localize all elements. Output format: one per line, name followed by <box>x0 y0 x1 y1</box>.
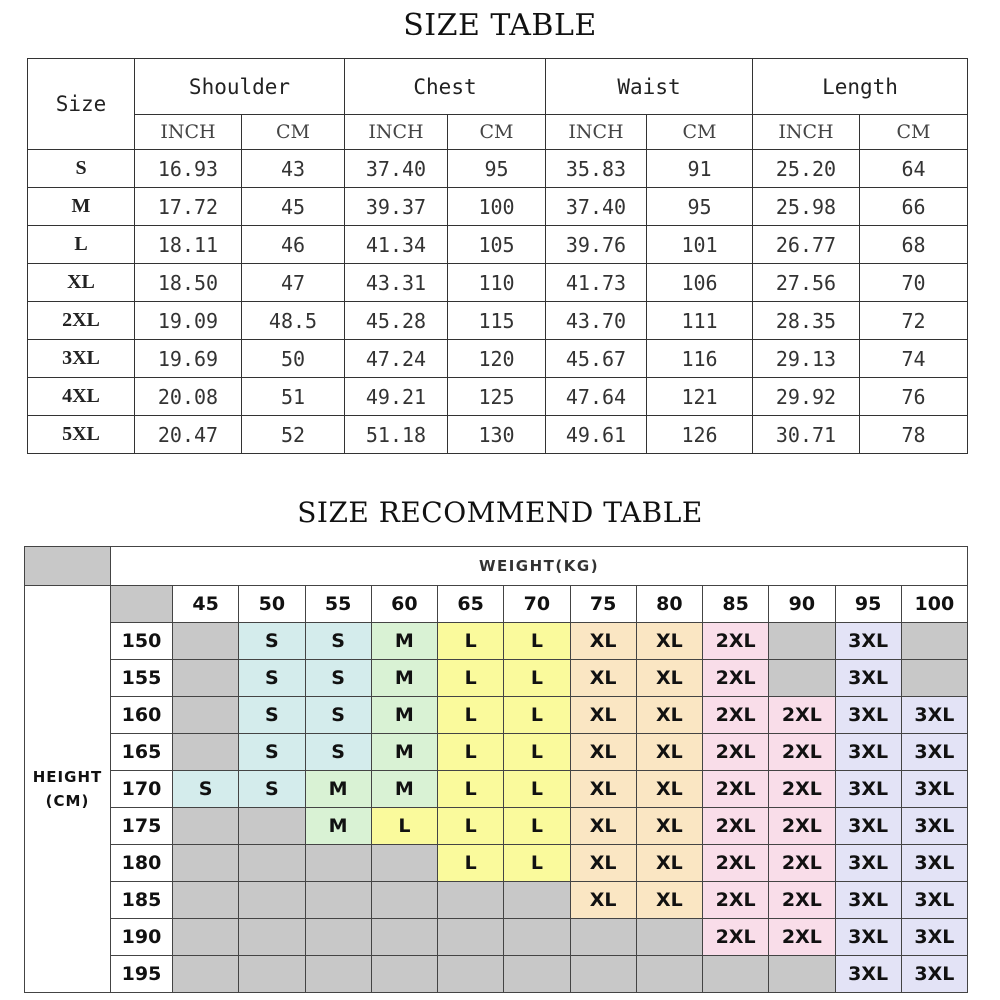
measurement-cell: 49.61 <box>546 416 647 454</box>
size-column-header: Size <box>28 59 135 150</box>
measurement-cell: 68 <box>860 226 968 264</box>
recommend-cell <box>636 956 702 993</box>
height-row <box>25 845 968 882</box>
recommend-cell: 2XL <box>703 734 769 771</box>
recommend-cell: XL <box>636 845 702 882</box>
unit-cm: CM <box>448 115 546 150</box>
weight-value: 65 <box>438 586 504 623</box>
size-row <box>28 226 968 264</box>
recommend-cell: M <box>371 771 437 808</box>
measurement-cell: 95 <box>647 188 753 226</box>
unit-cm: CM <box>647 115 753 150</box>
recommend-cell <box>438 956 504 993</box>
recommend-cell: XL <box>636 734 702 771</box>
corner-cell <box>25 547 111 586</box>
recommend-cell: 3XL <box>901 771 967 808</box>
recommend-cell <box>769 660 835 697</box>
recommend-cell: L <box>438 660 504 697</box>
recommend-cell <box>173 882 239 919</box>
recommend-cell: 2XL <box>769 808 835 845</box>
recommend-cell: 2XL <box>703 697 769 734</box>
recommend-cell: 3XL <box>901 919 967 956</box>
measurement-cell: 29.92 <box>753 378 860 416</box>
recommend-table-title: SIZE RECOMMEND TABLE <box>297 496 703 529</box>
recommend-cell: L <box>504 660 570 697</box>
measurement-cell: 101 <box>647 226 753 264</box>
recommend-cell <box>305 882 371 919</box>
measurement-cell: 17.72 <box>135 188 242 226</box>
recommend-cell <box>504 919 570 956</box>
recommend-cell: 3XL <box>901 845 967 882</box>
recommend-cell <box>371 882 437 919</box>
size-label: 3XL <box>28 340 135 378</box>
recommend-cell: S <box>305 623 371 660</box>
measurement-cell: 37.40 <box>546 188 647 226</box>
shoulder-header: Shoulder <box>135 59 345 115</box>
recommend-cell: M <box>371 660 437 697</box>
measurement-cell: 52 <box>242 416 345 454</box>
recommend-cell: XL <box>570 882 636 919</box>
size-label: L <box>28 226 135 264</box>
recommend-cell <box>901 623 967 660</box>
recommend-cell: L <box>438 734 504 771</box>
recommend-cell: 3XL <box>835 734 901 771</box>
measurement-cell: 35.83 <box>546 150 647 188</box>
measurement-cell: 50 <box>242 340 345 378</box>
unit-cm: CM <box>860 115 968 150</box>
size-row <box>28 188 968 226</box>
recommend-cell: XL <box>636 697 702 734</box>
measurement-cell: 76 <box>860 378 968 416</box>
size-row <box>28 264 968 302</box>
measurement-cell: 91 <box>647 150 753 188</box>
recommend-cell: 2XL <box>769 697 835 734</box>
recommend-cell <box>173 808 239 845</box>
recommend-cell <box>769 956 835 993</box>
recommend-cell: S <box>239 623 305 660</box>
recommend-cell: XL <box>570 808 636 845</box>
recommend-cell: XL <box>636 882 702 919</box>
recommend-cell <box>438 919 504 956</box>
height-value: 180 <box>111 845 173 882</box>
measurement-cell: 47.24 <box>345 340 448 378</box>
recommend-cell: XL <box>636 771 702 808</box>
recommend-cell <box>371 956 437 993</box>
recommend-cell <box>769 623 835 660</box>
size-row <box>28 416 968 454</box>
recommend-cell <box>239 882 305 919</box>
size-label: 5XL <box>28 416 135 454</box>
recommend-cell <box>504 956 570 993</box>
recommend-cell: M <box>305 771 371 808</box>
measurement-cell: 49.21 <box>345 378 448 416</box>
weight-value: 55 <box>305 586 371 623</box>
recommend-cell: XL <box>570 734 636 771</box>
weight-value: 85 <box>703 586 769 623</box>
chest-header: Chest <box>345 59 546 115</box>
recommend-cell: 3XL <box>835 919 901 956</box>
measurement-cell: 46 <box>242 226 345 264</box>
recommend-cell <box>570 956 636 993</box>
recommend-cell: 3XL <box>835 808 901 845</box>
measurement-cell: 37.40 <box>345 150 448 188</box>
height-value: 160 <box>111 697 173 734</box>
recommend-cell <box>173 734 239 771</box>
recommend-cell: 2XL <box>769 771 835 808</box>
unit-cm: CM <box>242 115 345 150</box>
recommend-cell <box>173 697 239 734</box>
measurement-cell: 115 <box>448 302 546 340</box>
measurement-cell: 39.76 <box>546 226 647 264</box>
weight-value: 60 <box>371 586 437 623</box>
recommend-cell <box>901 660 967 697</box>
recommend-cell <box>173 660 239 697</box>
measurement-cell: 45 <box>242 188 345 226</box>
recommend-cell: 3XL <box>901 734 967 771</box>
size-label: M <box>28 188 135 226</box>
height-value: 175 <box>111 808 173 845</box>
measurement-cell: 106 <box>647 264 753 302</box>
recommend-cell <box>504 882 570 919</box>
height-value: 155 <box>111 660 173 697</box>
recommend-cell: 2XL <box>703 808 769 845</box>
measurement-cell: 41.73 <box>546 264 647 302</box>
measurement-cell: 66 <box>860 188 968 226</box>
recommend-cell <box>173 919 239 956</box>
recommend-cell: S <box>239 734 305 771</box>
size-recommend-table <box>24 546 968 993</box>
recommend-cell: 2XL <box>769 845 835 882</box>
weight-value: 70 <box>504 586 570 623</box>
recommend-cell: XL <box>636 623 702 660</box>
measurement-cell: 78 <box>860 416 968 454</box>
measurement-cell: 105 <box>448 226 546 264</box>
height-row <box>25 956 968 993</box>
recommend-cell: L <box>438 697 504 734</box>
unit-inch: INCH <box>345 115 448 150</box>
measurement-cell: 51 <box>242 378 345 416</box>
recommend-cell: XL <box>570 771 636 808</box>
recommend-cell: 2XL <box>769 882 835 919</box>
recommend-cell: 3XL <box>901 697 967 734</box>
recommend-cell <box>239 808 305 845</box>
measurement-cell: 43 <box>242 150 345 188</box>
height-row <box>25 882 968 919</box>
measurement-cell: 41.34 <box>345 226 448 264</box>
weight-value: 100 <box>901 586 967 623</box>
recommend-cell <box>239 919 305 956</box>
measurement-cell: 121 <box>647 378 753 416</box>
recommend-cell <box>305 845 371 882</box>
measurement-cell: 48.5 <box>242 302 345 340</box>
measurement-cell: 25.98 <box>753 188 860 226</box>
recommend-cell: L <box>504 845 570 882</box>
recommend-cell: 3XL <box>835 845 901 882</box>
measurement-cell: 130 <box>448 416 546 454</box>
size-label: 2XL <box>28 302 135 340</box>
recommend-cell: L <box>438 808 504 845</box>
recommend-cell: L <box>504 623 570 660</box>
recommend-cell: 3XL <box>835 623 901 660</box>
unit-inch: INCH <box>753 115 860 150</box>
recommend-cell: 3XL <box>901 882 967 919</box>
height-value: 195 <box>111 956 173 993</box>
measurement-cell: 125 <box>448 378 546 416</box>
recommend-cell: 2XL <box>703 845 769 882</box>
recommend-cell: XL <box>570 660 636 697</box>
recommend-cell: L <box>504 771 570 808</box>
height-value: 170 <box>111 771 173 808</box>
recommend-cell <box>570 919 636 956</box>
recommend-cell <box>438 882 504 919</box>
height-row <box>25 771 968 808</box>
measurement-cell: 18.11 <box>135 226 242 264</box>
weight-value: 45 <box>173 586 239 623</box>
recommend-cell <box>173 845 239 882</box>
size-table <box>27 58 968 454</box>
recommend-cell <box>239 956 305 993</box>
recommend-cell: L <box>438 845 504 882</box>
recommend-cell: S <box>305 660 371 697</box>
measurement-cell: 47.64 <box>546 378 647 416</box>
size-label: XL <box>28 264 135 302</box>
height-row <box>25 660 968 697</box>
recommend-cell: M <box>371 623 437 660</box>
recommend-cell: S <box>239 697 305 734</box>
recommend-cell <box>239 845 305 882</box>
measurement-cell: 100 <box>448 188 546 226</box>
recommend-cell: 2XL <box>703 771 769 808</box>
measurement-cell: 30.71 <box>753 416 860 454</box>
recommend-cell: L <box>504 697 570 734</box>
recommend-cell: 3XL <box>901 808 967 845</box>
height-value: 150 <box>111 623 173 660</box>
measurement-cell: 18.50 <box>135 264 242 302</box>
measurement-cell: 111 <box>647 302 753 340</box>
measurement-cell: 126 <box>647 416 753 454</box>
recommend-cell: 3XL <box>901 956 967 993</box>
weight-value: 80 <box>636 586 702 623</box>
measurement-cell: 16.93 <box>135 150 242 188</box>
height-label: HEIGHT (CM) <box>25 586 111 993</box>
recommend-cell: XL <box>636 660 702 697</box>
recommend-cell: 3XL <box>835 956 901 993</box>
unit-inch: INCH <box>546 115 647 150</box>
measurement-cell: 45.67 <box>546 340 647 378</box>
recommend-cell: L <box>371 808 437 845</box>
measurement-cell: 25.20 <box>753 150 860 188</box>
weight-value: 50 <box>239 586 305 623</box>
size-row <box>28 340 968 378</box>
recommend-cell: M <box>371 697 437 734</box>
weight-value: 95 <box>835 586 901 623</box>
recommend-cell: S <box>305 697 371 734</box>
measurement-cell: 116 <box>647 340 753 378</box>
unit-inch: INCH <box>135 115 242 150</box>
height-value: 165 <box>111 734 173 771</box>
recommend-cell <box>173 623 239 660</box>
measurement-cell: 20.08 <box>135 378 242 416</box>
measurement-cell: 28.35 <box>753 302 860 340</box>
size-row <box>28 150 968 188</box>
recommend-cell: 3XL <box>835 660 901 697</box>
recommend-cell: 2XL <box>703 660 769 697</box>
recommend-cell: M <box>305 808 371 845</box>
height-row <box>25 697 968 734</box>
measurement-cell: 64 <box>860 150 968 188</box>
measurement-cell: 47 <box>242 264 345 302</box>
height-row <box>25 919 968 956</box>
height-value: 185 <box>111 882 173 919</box>
recommend-cell <box>371 919 437 956</box>
recommend-cell: 3XL <box>835 882 901 919</box>
recommend-cell: L <box>438 771 504 808</box>
size-row <box>28 378 968 416</box>
recommend-cell: 2XL <box>703 623 769 660</box>
size-row <box>28 302 968 340</box>
height-value: 190 <box>111 919 173 956</box>
measurement-cell: 27.56 <box>753 264 860 302</box>
recommend-cell: S <box>239 771 305 808</box>
recommend-cell: L <box>438 623 504 660</box>
recommend-cell: M <box>371 734 437 771</box>
recommend-cell <box>305 919 371 956</box>
length-header: Length <box>753 59 968 115</box>
measurement-cell: 43.31 <box>345 264 448 302</box>
weight-value: 75 <box>570 586 636 623</box>
measurement-cell: 120 <box>448 340 546 378</box>
measurement-cell: 110 <box>448 264 546 302</box>
measurement-cell: 51.18 <box>345 416 448 454</box>
weight-value: 90 <box>769 586 835 623</box>
recommend-cell: XL <box>636 808 702 845</box>
measurement-cell: 26.77 <box>753 226 860 264</box>
recommend-cell: 2XL <box>703 882 769 919</box>
weight-label: WEIGHT(KG) <box>111 547 968 586</box>
recommend-cell: L <box>504 734 570 771</box>
measurement-cell: 95 <box>448 150 546 188</box>
size-table-title: SIZE TABLE <box>403 8 597 43</box>
recommend-cell: 3XL <box>835 697 901 734</box>
measurement-cell: 43.70 <box>546 302 647 340</box>
recommend-cell: 2XL <box>769 734 835 771</box>
height-row <box>25 808 968 845</box>
measurement-cell: 19.09 <box>135 302 242 340</box>
recommend-cell: 2XL <box>703 919 769 956</box>
recommend-cell: XL <box>570 697 636 734</box>
measurement-cell: 72 <box>860 302 968 340</box>
recommend-cell: S <box>305 734 371 771</box>
height-row <box>25 734 968 771</box>
size-label: 4XL <box>28 378 135 416</box>
recommend-cell: S <box>173 771 239 808</box>
recommend-cell <box>305 956 371 993</box>
recommend-cell: 3XL <box>835 771 901 808</box>
blank-cell <box>111 586 173 623</box>
recommend-cell: XL <box>570 845 636 882</box>
measurement-cell: 19.69 <box>135 340 242 378</box>
recommend-cell <box>371 845 437 882</box>
recommend-cell: L <box>504 808 570 845</box>
size-label: S <box>28 150 135 188</box>
recommend-cell: XL <box>570 623 636 660</box>
measurement-cell: 74 <box>860 340 968 378</box>
recommend-cell <box>703 956 769 993</box>
recommend-cell: 2XL <box>769 919 835 956</box>
measurement-cell: 20.47 <box>135 416 242 454</box>
waist-header: Waist <box>546 59 753 115</box>
measurement-cell: 70 <box>860 264 968 302</box>
recommend-cell <box>636 919 702 956</box>
recommend-cell: S <box>239 660 305 697</box>
measurement-cell: 39.37 <box>345 188 448 226</box>
height-row <box>25 623 968 660</box>
measurement-cell: 29.13 <box>753 340 860 378</box>
size-table-body <box>28 150 968 454</box>
measurement-cell: 45.28 <box>345 302 448 340</box>
recommend-cell <box>173 956 239 993</box>
